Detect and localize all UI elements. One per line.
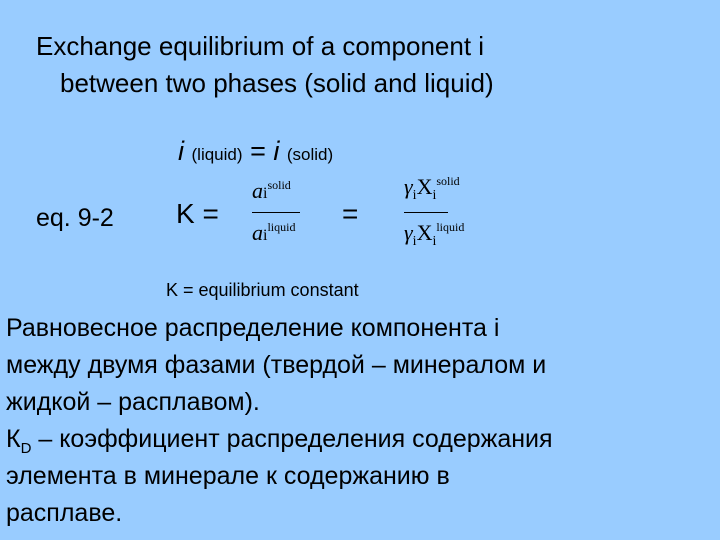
equation-equals-2: = (342, 198, 359, 229)
fraction-bar-2 (404, 212, 448, 213)
russian-line-1: Равновесное распределение компонента i (6, 314, 500, 342)
numerator-gamma-x: $\gamma_iX_i^{solid}$ (404, 174, 460, 203)
reaction-i-solid: i (273, 136, 280, 166)
denominator-activity: $ai^{liquid}$ (252, 220, 296, 245)
denominator-gamma-x: $\gamma_iX_i^{liquid}$ (404, 220, 465, 249)
definition-K: K = equilibrium constant (166, 280, 359, 300)
russian-line-3: жидкой – расплавом). (6, 388, 260, 416)
title-line-1: Exchange equilibrium of a component i (36, 31, 485, 61)
reaction-equals: = (250, 136, 266, 166)
equation-K: K = (176, 198, 219, 229)
fraction-bar-1 (252, 212, 300, 213)
title-line-2: between two phases (solid and liquid) (60, 68, 494, 98)
reaction-i-liquid: i (178, 136, 184, 166)
russian-line-6: расплаве. (6, 499, 123, 527)
russian-line-4: $К_D$ – коэффициент распределения содержания (6, 425, 553, 457)
numerator-activity: $ai^{solid}$ (252, 178, 291, 203)
kd-symbol: $К_D$ (6, 425, 32, 457)
reaction-solid-label: (solid) (286, 145, 334, 164)
russian-line-2: между двумя фазами (твердой – минералом и (6, 351, 547, 379)
equation-label: eq. 9-2 (36, 204, 114, 232)
russian-line-5: элемента в минерале к содержанию в (6, 462, 450, 490)
reaction-liquid-label: (liquid) (191, 145, 243, 164)
reaction-line (178, 136, 333, 167)
